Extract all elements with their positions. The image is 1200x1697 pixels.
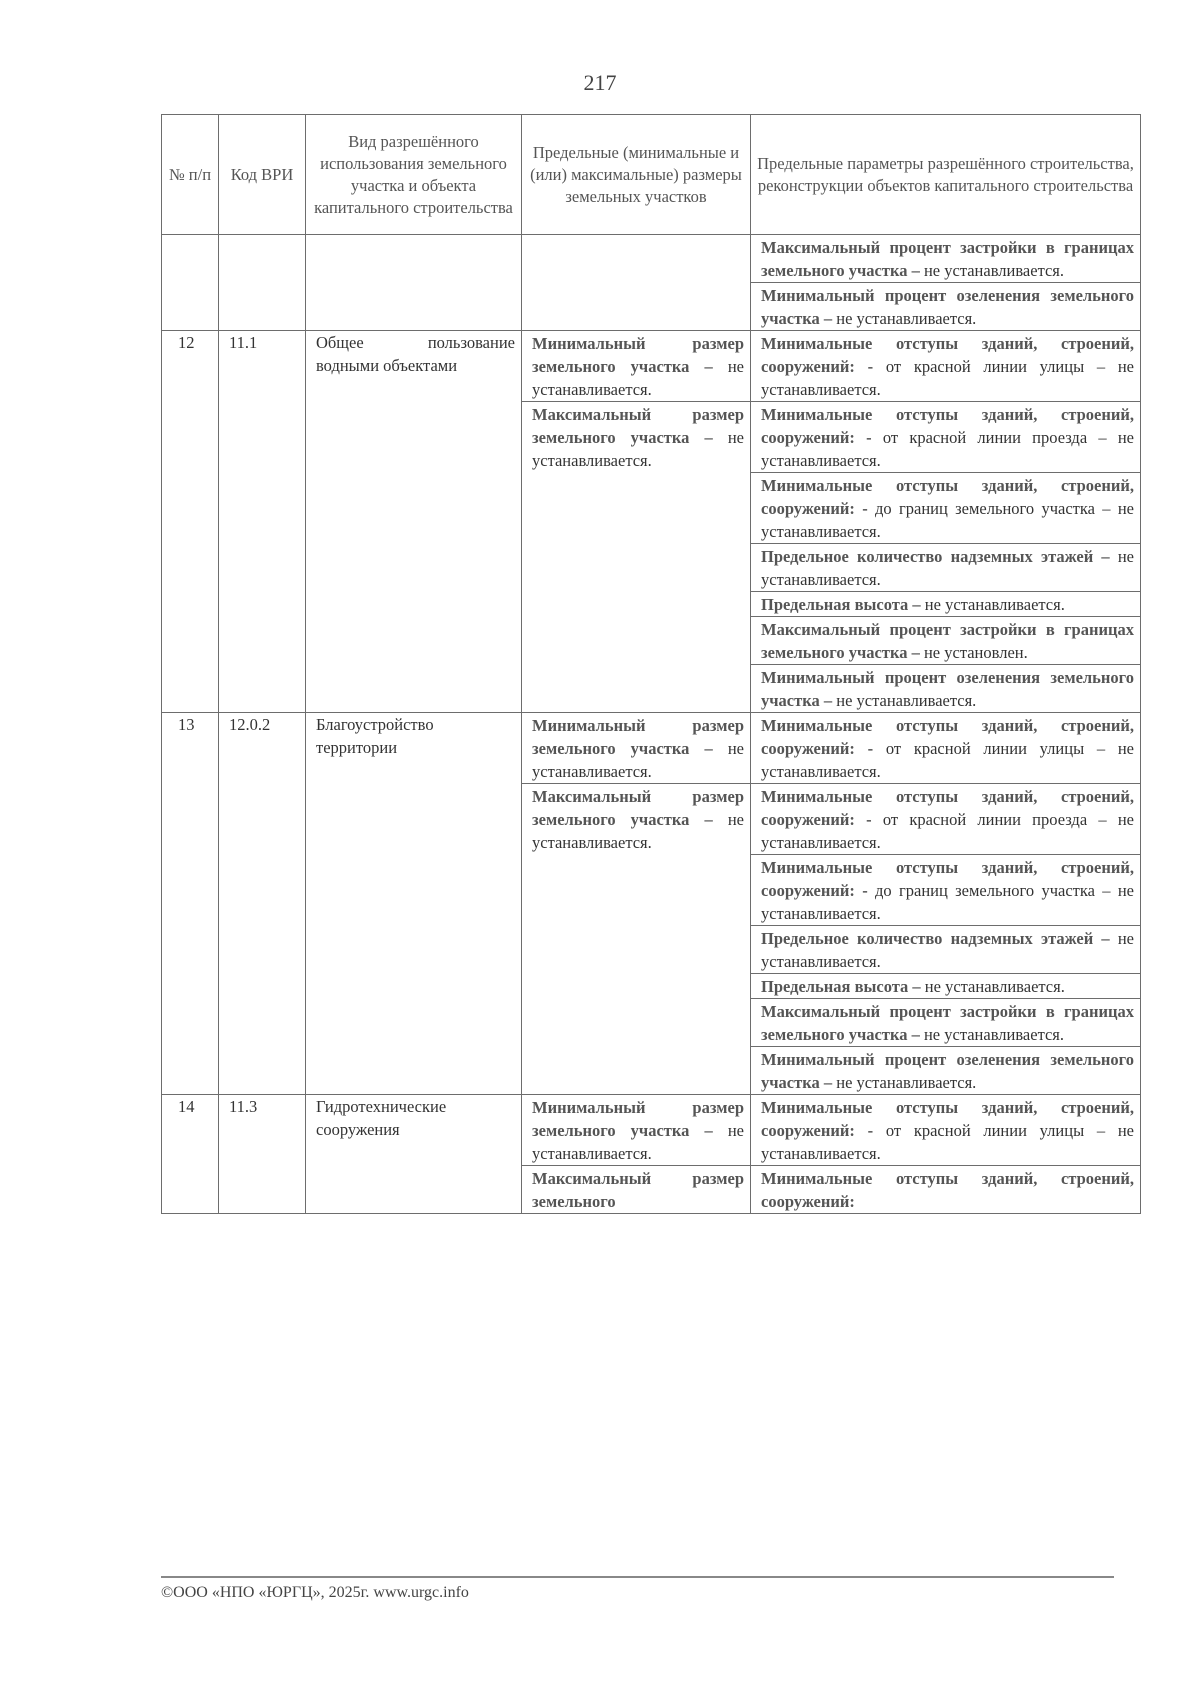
row-sizes: Минимальный размер земельного участка – не устанавливается. Максимальный размер земельного [522,1095,751,1214]
header-num: № п/п [162,115,219,235]
header-params: Предельные параметры разрешённого строительства, реконструкции объектов капитального строительства [751,115,1141,235]
table-row [162,1095,1141,1214]
row-num: 13 [162,713,219,1095]
row-code: 11.3 [219,1095,306,1214]
param-block: Максимальный процент застройки в границах земельного участка – не устанавливается. [761,238,1134,280]
footer-copyright: ©ООО «НПО «ЮРГЦ», 2025г. www.urgc.info [161,1584,469,1601]
param-block: Минимальный процент озеленения земельного участка – не устанавливается. [751,282,1140,330]
row-params: Минимальные отступы зданий, строений, сооружений: - от красной линии улицы – не устанавливается. Минимальные отступы зданий, строений, сооружений: [751,1095,1141,1214]
continuation-row [162,235,1141,331]
row-sizes: Минимальный размер земельного участка – не устанавливается. Максимальный размер земельного участка – не устанавливается. [522,331,751,713]
row-params: Минимальные отступы зданий, строений, сооружений: - от красной линии улицы – не устанавливается. Минимальные отступы зданий, строений, сооружений: - от красной линии проезда – не устанавливается. Минимальные отступы зданий, строений, сооружений: - до границ земельного участка – не устанавливается. Предельное количество надземных этажей – не устанавливается. Предельная высота – не устанавливается. Максимальный процент застройки в границах земельного участка – не установлен. Минимальный процент озеленения земельного участка – не устанавливается. [751,331,1141,713]
row-params: Минимальные отступы зданий, строений, сооружений: - от красной линии улицы – не устанавливается. Минимальные отступы зданий, строений, сооружений: - от красной линии проезда – не устанавливается. Минимальные отступы зданий, строений, сооружений: - до границ земельного участка – не устанавливается. Предельное количество надземных этажей – не устанавливается. Предельная высота – не устанавливается. Максимальный процент застройки в границах земельного участка – не устанавливается. Минимальный процент озеленения земельного участка – не устанавливается. [751,713,1141,1095]
row-type: Гидротехнические сооружения [306,1095,522,1214]
row-code: 12.0.2 [219,713,306,1095]
page-number: 217 [583,70,617,95]
row-num: 14 [162,1095,219,1214]
continuation-params [751,235,1141,331]
table-row [162,331,1141,713]
table-row [162,713,1141,1095]
row-type: Общее пользование водными объектами [306,331,522,713]
row-sizes: Минимальный размер земельного участка – не устанавливается. Максимальный размер земельного участка – не устанавливается. [522,713,751,1095]
table-header-row [162,115,1141,235]
zoning-table [161,114,1141,1214]
row-type: Благоустройство территории [306,713,522,1095]
header-type: Вид разрешённого использования земельного участка и объекта капитального строительства [306,115,522,235]
header-code: Код ВРИ [219,115,306,235]
row-code: 11.1 [219,331,306,713]
footer-divider [161,1576,1114,1578]
header-sizes: Предельные (минимальные и (или) максимальные) размеры земельных участков [522,115,751,235]
row-num: 12 [162,331,219,713]
